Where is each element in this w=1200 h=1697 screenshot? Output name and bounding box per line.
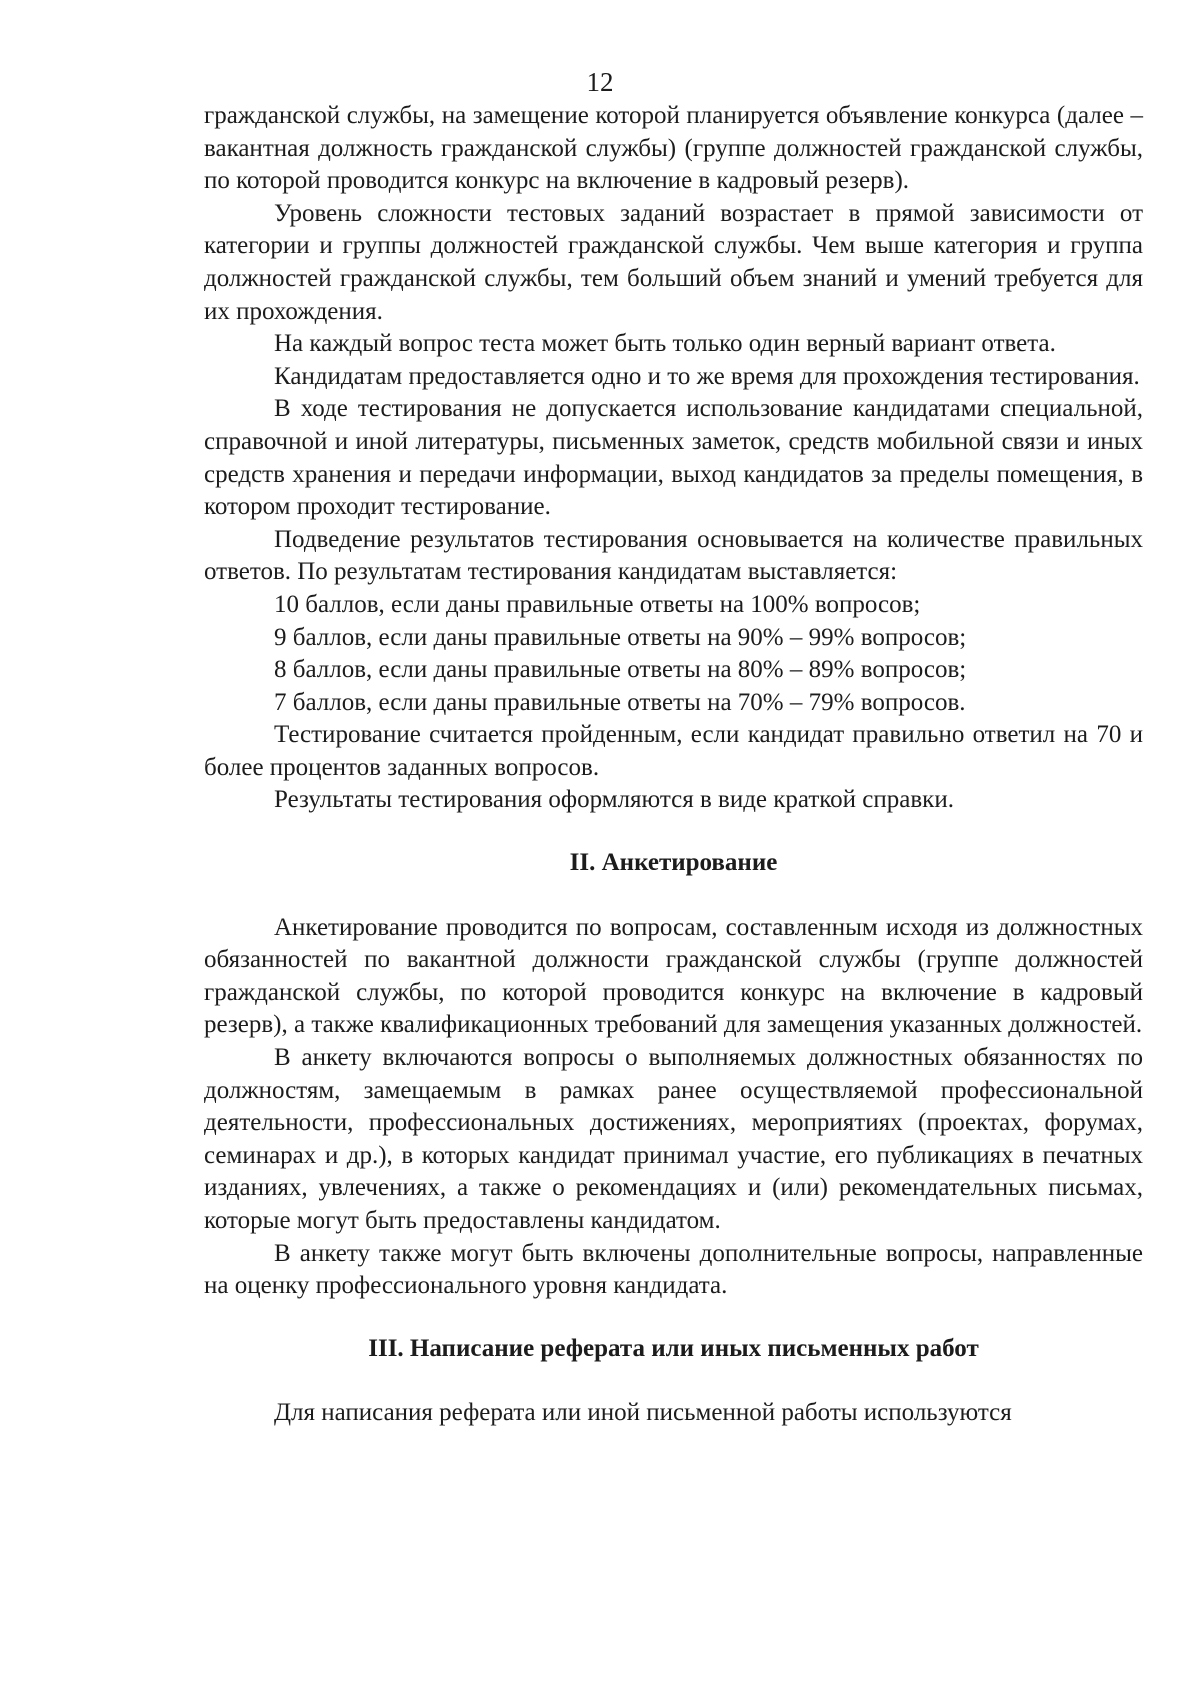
- score-item: 8 баллов, если даны правильные ответы на 80% – 89% вопросов;: [274, 656, 967, 684]
- paragraph-summary: Результаты тестирования оформляются в виде краткой справки.: [274, 786, 954, 814]
- paragraph-essay-start: Для написания реферата или иной письменной работы используются: [274, 1399, 1012, 1427]
- document-body: [204, 100, 1143, 1430]
- paragraph-equal-time: Кандидатам предоставляется одно и то же время для прохождения тестирования.: [274, 362, 1140, 390]
- paragraph-continuation: гражданской службы, на замещение которой планируется объявление конкурса (далее – вакантная должность гражданской службы) (группе должностей гражданской службы, по которой проводится конкурс на включение в кадровый резерв).: [204, 102, 1143, 195]
- score-item: 7 баллов, если даны правильные ответы на 70% – 79% вопросов.: [274, 688, 966, 716]
- paragraph-questionnaire-contents: В анкету включаются вопросы о выполняемых должностных обязанностях по должностям, замещаемым в рамках ранее осуществляемой профессиональной деятельности, профессиональных достижениях, мероприятиях (проектах, форумах, семинарах и др.), в которых кандидат принимал участие, его публикациях в печатных изданиях, увлечениях, а также о рекомендациях и (или) рекомендательных письмах, которые могут быть предоставлены кандидатом.: [204, 1044, 1143, 1234]
- paragraph-results: Подведение результатов тестирования основывается на количестве правильных ответов. По результатам тестирования кандидатам выставляется:: [204, 525, 1143, 586]
- page-number: 12: [586, 67, 614, 97]
- section-heading-essay: III. Написание реферата или иных письменных работ: [368, 1334, 979, 1362]
- paragraph-restrictions: В ходе тестирования не допускается использование кандидатами специальной, справочной и иной литературы, письменных заметок, средств мобильной связи и иных средств хранения и передачи информации, выход кандидатов за пределы помещения, в котором проходит тестирование.: [204, 395, 1143, 521]
- paragraph-questionnaire-basis: Анкетирование проводится по вопросам, составленным исходя из должностных обязанностей по вакантной должности гражданской службы (группе должностей гражданской службы, по которой проводится конкурс на включение в кадровый резерв), а также квалификационных требований для замещения указанных должностей.: [204, 913, 1143, 1039]
- score-item: 10 баллов, если даны правильные ответы на 100% вопросов;: [274, 590, 921, 618]
- score-item: 9 баллов, если даны правильные ответы на 90% – 99% вопросов;: [274, 623, 967, 651]
- paragraph-test-difficulty: Уровень сложности тестовых заданий возрастает в прямой зависимости от категории и группы должностей гражданской службы. Чем выше категория и группа должностей гражданской службы, тем больший объем знаний и умений требуется для их прохождения.: [204, 199, 1143, 325]
- paragraph-single-answer: На каждый вопрос теста может быть только один верный вариант ответа.: [274, 330, 1056, 358]
- paragraph-questionnaire-extra: В анкету также могут быть включены дополнительные вопросы, направленные на оценку профессионального уровня кандидата.: [204, 1239, 1143, 1300]
- paragraph-passed: Тестирование считается пройденным, если кандидат правильно ответил на 70 и более процентов заданных вопросов.: [204, 721, 1143, 781]
- section-heading-questionnaire: II. Анкетирование: [569, 849, 778, 877]
